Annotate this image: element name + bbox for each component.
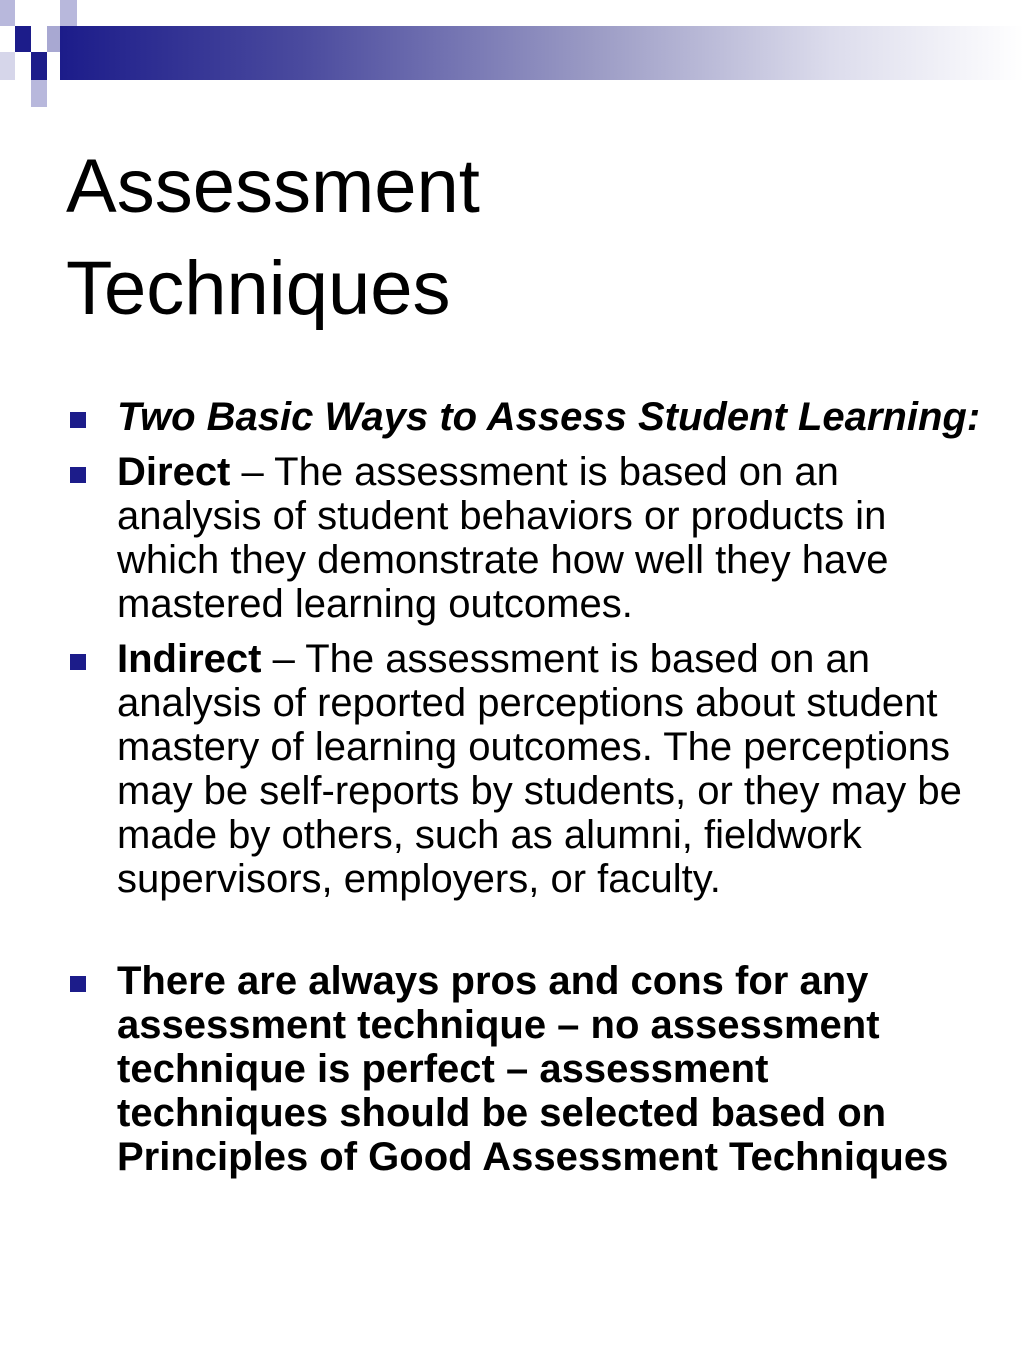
- decor-square: [0, 0, 15, 26]
- direct-description: – The assessment is based on an analysis of student behaviors or products in which they demonstrate how well they have mastered learning outcomes.: [117, 450, 889, 626]
- decor-square: [47, 26, 60, 52]
- decor-square: [0, 52, 15, 80]
- bullet-heading: [0, 395, 1024, 439]
- decor-square: [31, 26, 47, 52]
- decor-square: [31, 52, 47, 80]
- heading-text: Two Basic Ways to Assess Student Learning:: [117, 395, 981, 439]
- note-text: There are always pros and cons for any assessment technique – no assessment technique is perfect – assessment techniques should be selected based on Principles of Good Assessment Techniques: [117, 959, 949, 1179]
- indirect-description: – The assessment is based on an analysis of reported perceptions about student mastery of learning outcomes. The perceptions may be self-reports by students, or they may be made by others, such as alumni, fieldwork supervisors, employers, or faculty.: [117, 637, 962, 901]
- square-bullet-icon: [70, 467, 86, 483]
- title-line-1: Assessment: [66, 144, 480, 229]
- square-bullet-icon: [70, 976, 86, 992]
- square-bullet-icon: [70, 654, 86, 670]
- header-gradient-bar: [60, 26, 1024, 80]
- bullet-note: [0, 959, 1024, 1179]
- bullet-list: [0, 395, 1024, 1190]
- decor-square: [60, 0, 77, 26]
- decor-square: [15, 26, 31, 52]
- bullet-direct: [0, 450, 1024, 626]
- decor-square: [31, 80, 47, 107]
- direct-term: Direct: [117, 450, 231, 494]
- bullet-indirect: [0, 637, 1024, 901]
- title-line-2: Techniques: [66, 246, 451, 331]
- indirect-term: Indirect: [117, 637, 262, 681]
- slide-title: [66, 136, 480, 340]
- square-bullet-icon: [70, 412, 86, 428]
